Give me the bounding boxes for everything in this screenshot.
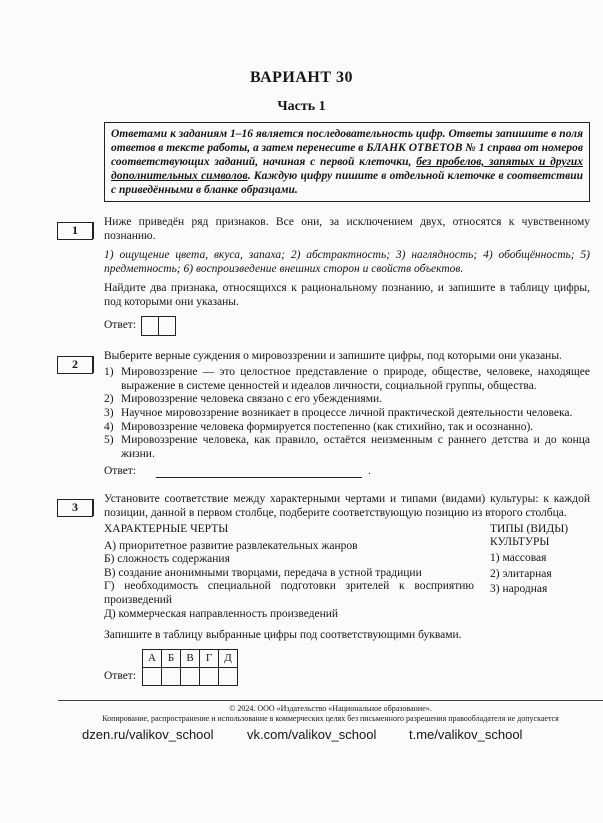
answer-cell[interactable] <box>162 667 181 685</box>
statement-item <box>104 393 590 407</box>
letter-header: А <box>143 649 162 667</box>
copyright: © 2024. ООО «Издательство «Национальное образование». <box>229 703 432 713</box>
statement-number: 5) <box>104 434 114 447</box>
answer-cell[interactable] <box>141 316 159 336</box>
vk-link[interactable]: vk.com/valikov_school <box>247 726 377 742</box>
task-1 <box>104 216 590 336</box>
letter-header: Г <box>200 649 219 667</box>
answer-label: Ответ: <box>104 318 137 331</box>
task-number-3: 3 <box>57 499 93 517</box>
answer-cell[interactable] <box>181 667 200 685</box>
traits-column <box>104 523 474 621</box>
statement-item <box>104 407 590 421</box>
task-3 <box>104 493 590 686</box>
answer-line[interactable] <box>156 467 362 478</box>
answer-cell[interactable] <box>158 316 176 336</box>
footer-links <box>0 727 603 745</box>
statement-item <box>104 366 590 393</box>
statement-number: 1) <box>104 366 114 379</box>
trait-item: Г) необходимость специальной подготовки зрителей к восприятию произведений <box>104 580 474 607</box>
trait-item: Д) коммерческая направленность произведений <box>104 607 339 620</box>
task-1-options: 1) ощущение цвета, вкуса, запаха; 2) абстрактность; 3) наглядность; 4) обобщённость; 5) предметность; 6) воспроизведение внешних сторон и свойств объектов. <box>104 249 590 275</box>
instructions-underlined: без пробелов, запятых и других дополнительных символов <box>111 156 583 182</box>
statement-text: Мировоззрение человека, как правило, остаётся неизменным с раннего детства и до конца жизни. <box>121 434 590 460</box>
trait-item: Б) сложность содержания <box>104 553 230 566</box>
task-number-1: 1 <box>57 222 93 240</box>
answer-dot: . <box>368 465 371 478</box>
statement-item <box>104 421 590 435</box>
answer-table <box>142 649 238 686</box>
types-column <box>490 523 590 599</box>
dzen-link[interactable]: dzen.ru/valikov_school <box>82 726 214 742</box>
task-2-text: Выберите верные суждения о мировоззрении и запишите цифры, под которыми они указаны. <box>104 349 562 362</box>
trait-item: А) приоритетное развитие развлекательных жанров <box>104 539 358 552</box>
instructions-text-end: . Каждую цифру пишите в отдельной клеточке в соответствии с приведёнными в бланке образцами. <box>111 170 584 196</box>
footer <box>58 700 603 724</box>
variant-title: ВАРИАНТ 30 <box>249 69 354 86</box>
part-title: Часть 1 <box>277 99 326 114</box>
telegram-link[interactable]: t.me/valikov_school <box>409 726 523 742</box>
task-number-2: 2 <box>57 356 93 374</box>
statement-text: Мировоззрение человека формируется постепенно (как стихийно, так и осознанно). <box>121 420 534 433</box>
statement-text: Мировоззрение — это целостное представление о природе, обществе, человеке, находящее выражение в системе ценностей и идеалов личности, социальной группы, общества. <box>121 366 590 392</box>
letter-header: Д <box>219 649 238 667</box>
task-1-text: Ниже приведён ряд признаков. Все они, за исключением двух, относятся к чувственному познанию. <box>104 216 590 242</box>
task-3-instruction: Запишите в таблицу выбранные цифры под соответствующими буквами. <box>104 629 462 642</box>
statement-number: 3) <box>104 406 114 419</box>
task-3-answer <box>104 649 590 686</box>
types-heading: ТИПЫ (ВИДЫ) КУЛЬТУРЫ <box>490 523 569 549</box>
task-3-row <box>0 493 603 686</box>
answer-cell[interactable] <box>143 667 162 685</box>
task-2-answer <box>104 465 590 479</box>
task-1-row <box>0 216 603 336</box>
statement-number: 2) <box>104 393 114 406</box>
letter-header: В <box>181 649 200 667</box>
culture-type-item: 3) народная <box>490 583 548 596</box>
instructions-box <box>104 122 590 202</box>
traits-heading: ХАРАКТЕРНЫЕ ЧЕРТЫ <box>104 523 229 536</box>
answer-cell[interactable] <box>200 667 219 685</box>
culture-type-item: 2) элитарная <box>490 567 552 580</box>
instructions-text: Ответами к заданиям 1–16 является последовательность цифр. Ответы запишите в поля ответов в тексте работы, а затем перенесите в БЛАНК ОТВЕТОВ № 1 справа от номеров соответствующих заданий, начиная с первой клеточки, <box>111 128 583 168</box>
trait-item: В) создание анонимными творцами, передача в устной традиции <box>104 566 422 579</box>
culture-type-item: 1) массовая <box>490 552 547 565</box>
task-1-question: Найдите два признака, относящихся к рациональному познанию, и запишите в таблицу цифры, под которыми они указаны. <box>104 282 590 308</box>
task-1-answer <box>104 316 590 336</box>
task-3-text: Установите соответствие между характерными чертами и типами (видами) культуры: к каждой позиции, данной в первом столбце, подберите соответствующую позицию из второго столбца. <box>104 492 590 519</box>
answer-label: Ответ: <box>104 465 137 478</box>
statement-text: Мировоззрение человека связано с его убеждениями. <box>121 393 383 406</box>
copyright-notice: Копирование, распространение и использование в коммерческих целях без письменного разрешения правообладателя не допускается <box>102 713 559 723</box>
answer-label: Ответ: <box>104 669 137 682</box>
statement-number: 4) <box>104 420 114 433</box>
letter-header: Б <box>162 649 181 667</box>
task-2-row <box>0 350 603 479</box>
statement-text: Научное мировоззрение возникает в процессе личной практической деятельности человека. <box>121 406 573 419</box>
answer-cell[interactable] <box>219 667 238 685</box>
statement-item <box>104 434 590 461</box>
task-2 <box>104 350 590 479</box>
task-2-list <box>104 366 590 461</box>
